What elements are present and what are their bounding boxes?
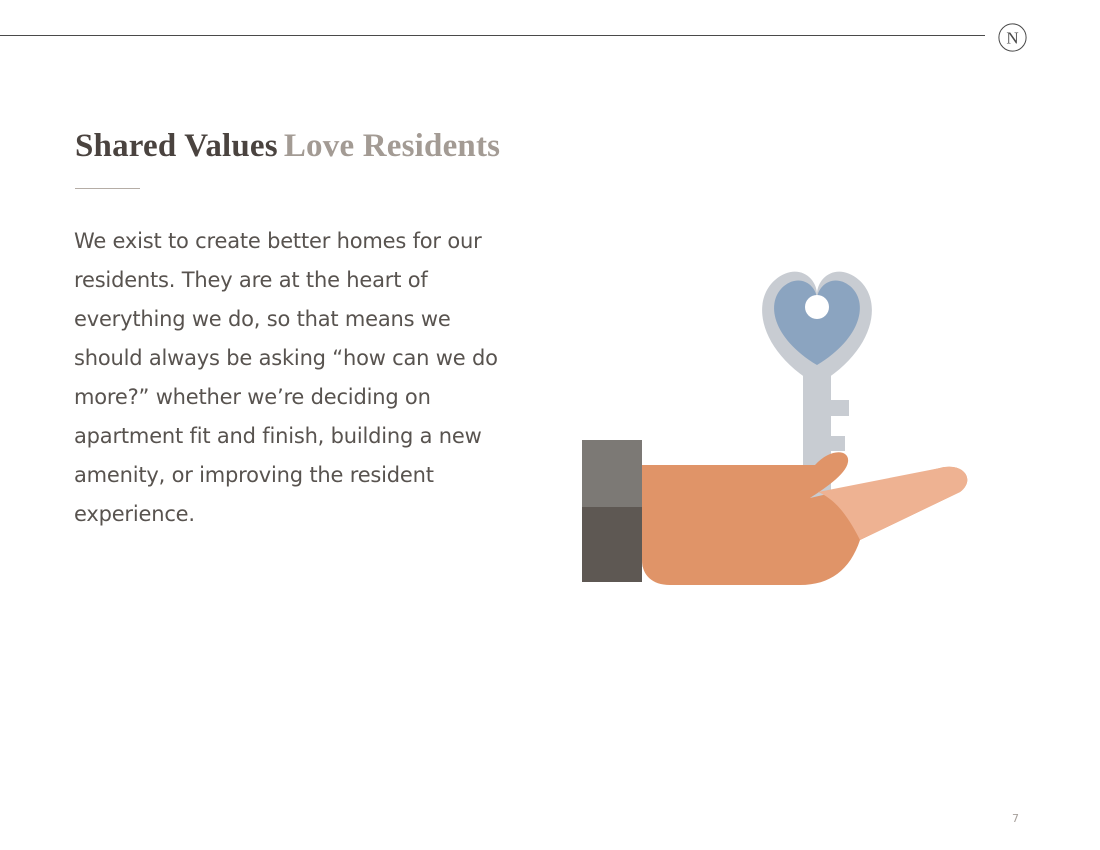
page-number: 7: [1012, 812, 1019, 825]
page-title-secondary: Love Residents: [283, 128, 501, 164]
page-title-primary: Shared Values: [75, 128, 278, 164]
svg-text:N: N: [1006, 28, 1019, 48]
body-paragraph: We exist to create better homes for our residents. They are at the heart of everything we do, so that means we should always be asking “how can we do more?” whether we’re deciding on apartment fit and finish, building a new amenity, or improving the resident experience.: [74, 229, 498, 526]
hand-holding-heart-key-icon: [560, 240, 1000, 610]
page-title: [75, 128, 500, 165]
header-rule: [0, 35, 985, 36]
company-monogram-icon: [998, 23, 1027, 52]
title-divider: [75, 188, 140, 189]
